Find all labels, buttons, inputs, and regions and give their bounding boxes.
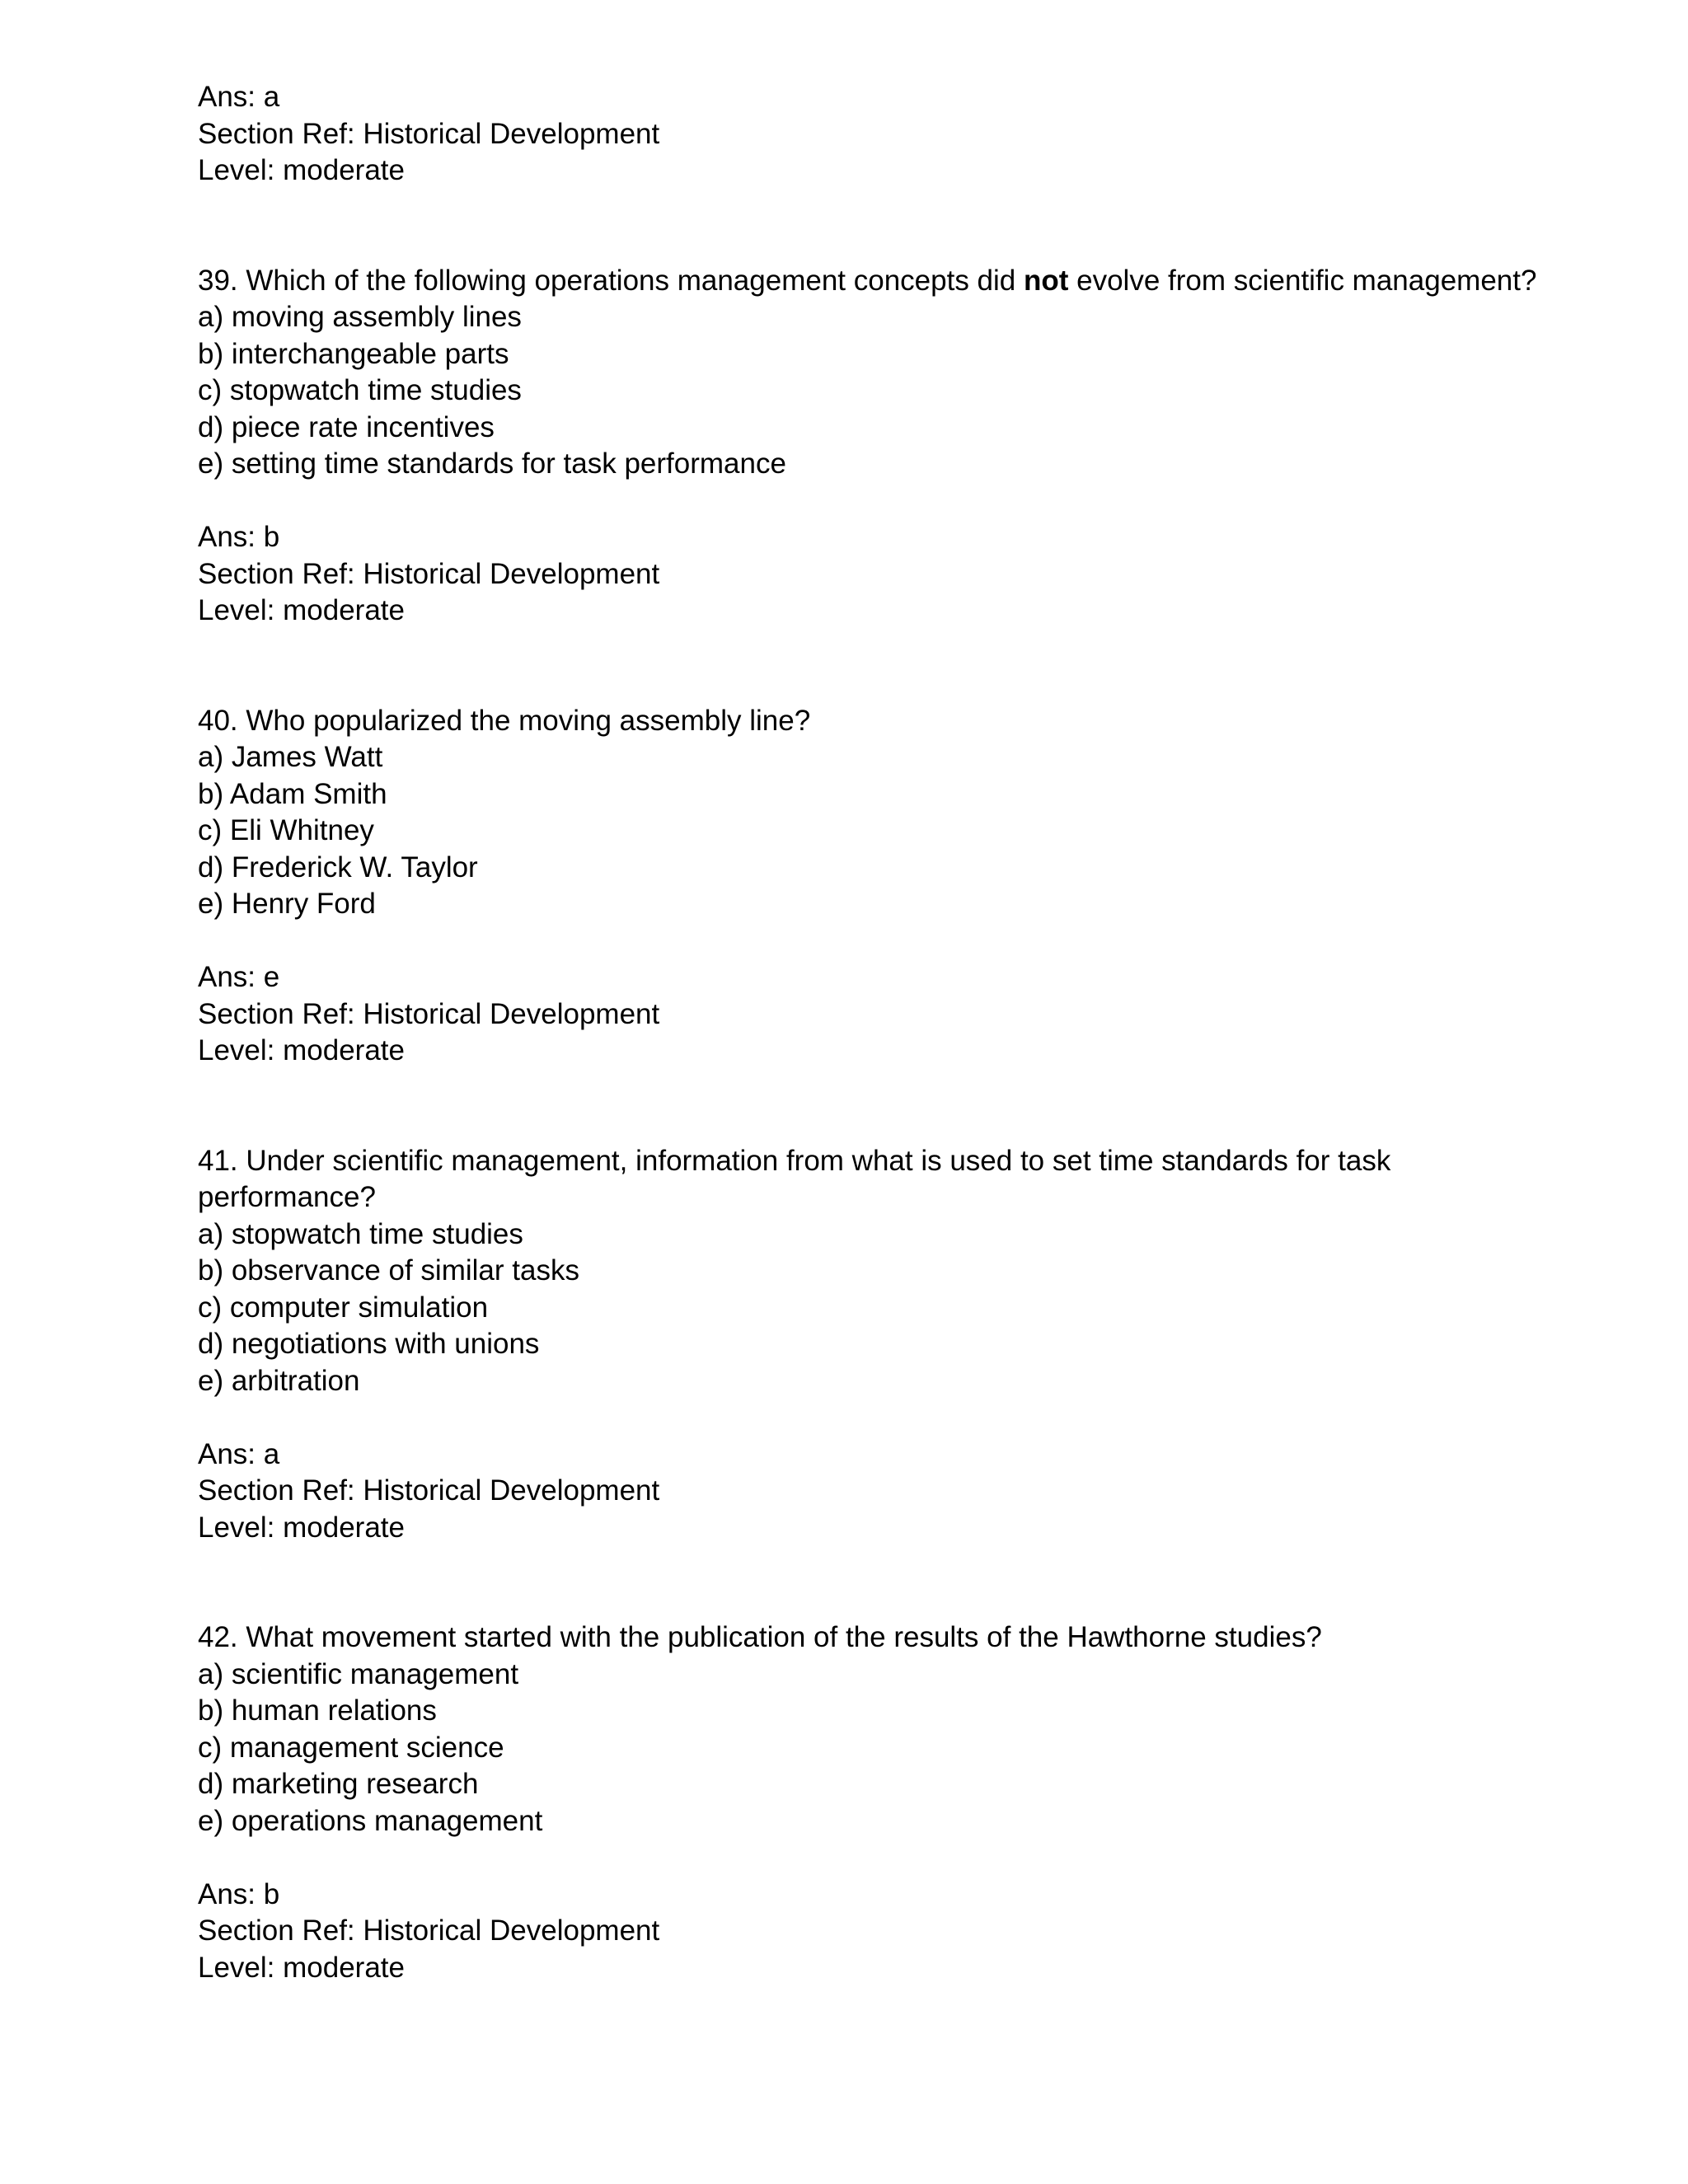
answer-block-38	[198, 79, 1599, 190]
question-stem-part: 39. Which of the following operations management concepts did	[198, 264, 1024, 297]
section-ref: Section Ref: Historical Development	[198, 1915, 660, 1947]
answer-option: b) observance of similar tasks	[198, 1254, 579, 1286]
answer-option: a) stopwatch time studies	[198, 1217, 523, 1250]
answer-option: c) management science	[198, 1731, 504, 1764]
question-stem	[198, 263, 1599, 300]
question-40	[198, 703, 1599, 1070]
answer-option: d) Frederick W. Taylor	[198, 851, 478, 883]
answer-option: d) marketing research	[198, 1768, 479, 1800]
difficulty-level: Level: moderate	[198, 154, 405, 186]
question-stem-continuation: performance?	[198, 1181, 376, 1213]
answer-option: b) Adam Smith	[198, 777, 387, 810]
question-stem: 40. Who popularized the moving assembly line?	[198, 704, 811, 737]
section-ref: Section Ref: Historical Development	[198, 117, 660, 150]
difficulty-level: Level: moderate	[198, 594, 405, 626]
answer-option: e) Henry Ford	[198, 888, 376, 920]
question-41	[198, 1143, 1599, 1547]
answer-key: Ans: b	[198, 1877, 280, 1910]
answer-option: d) negotiations with unions	[198, 1328, 540, 1360]
answer-option: b) human relations	[198, 1694, 437, 1727]
answer-option: a) moving assembly lines	[198, 301, 522, 333]
difficulty-level: Level: moderate	[198, 1951, 405, 1984]
question-stem-emphasis: not	[1023, 264, 1069, 297]
answer-option: a) scientific management	[198, 1657, 519, 1690]
difficulty-level: Level: moderate	[198, 1511, 405, 1544]
answer-option: b) interchangeable parts	[198, 337, 509, 370]
answer-option: e) operations management	[198, 1804, 543, 1837]
answer-option: d) piece rate incentives	[198, 410, 495, 443]
section-ref: Section Ref: Historical Development	[198, 557, 660, 590]
answer-option: e) arbitration	[198, 1364, 360, 1397]
answer-option: c) Eli Whitney	[198, 814, 374, 846]
section-ref: Section Ref: Historical Development	[198, 997, 660, 1030]
question-stem: 41. Under scientific management, information from what is used to set time standards for task	[198, 1144, 1391, 1177]
answer-option: a) James Watt	[198, 741, 383, 773]
question-39	[198, 263, 1599, 630]
answer-option: c) computer simulation	[198, 1291, 489, 1324]
difficulty-level: Level: moderate	[198, 1034, 405, 1066]
answer-option: e) setting time standards for task performance	[198, 448, 786, 480]
question-stem: 42. What movement started with the publication of the results of the Hawthorne studies?	[198, 1621, 1322, 1653]
answer-key: Ans: e	[198, 961, 280, 993]
answer-key: Ans: b	[198, 521, 280, 553]
section-ref: Section Ref: Historical Development	[198, 1474, 660, 1507]
answer-key: Ans: a	[198, 81, 280, 113]
question-stem-part: evolve from scientific management?	[1068, 264, 1537, 297]
answer-option: c) stopwatch time studies	[198, 374, 522, 406]
question-42	[198, 1619, 1599, 1986]
document-page	[198, 79, 1599, 1986]
answer-key: Ans: a	[198, 1437, 280, 1470]
